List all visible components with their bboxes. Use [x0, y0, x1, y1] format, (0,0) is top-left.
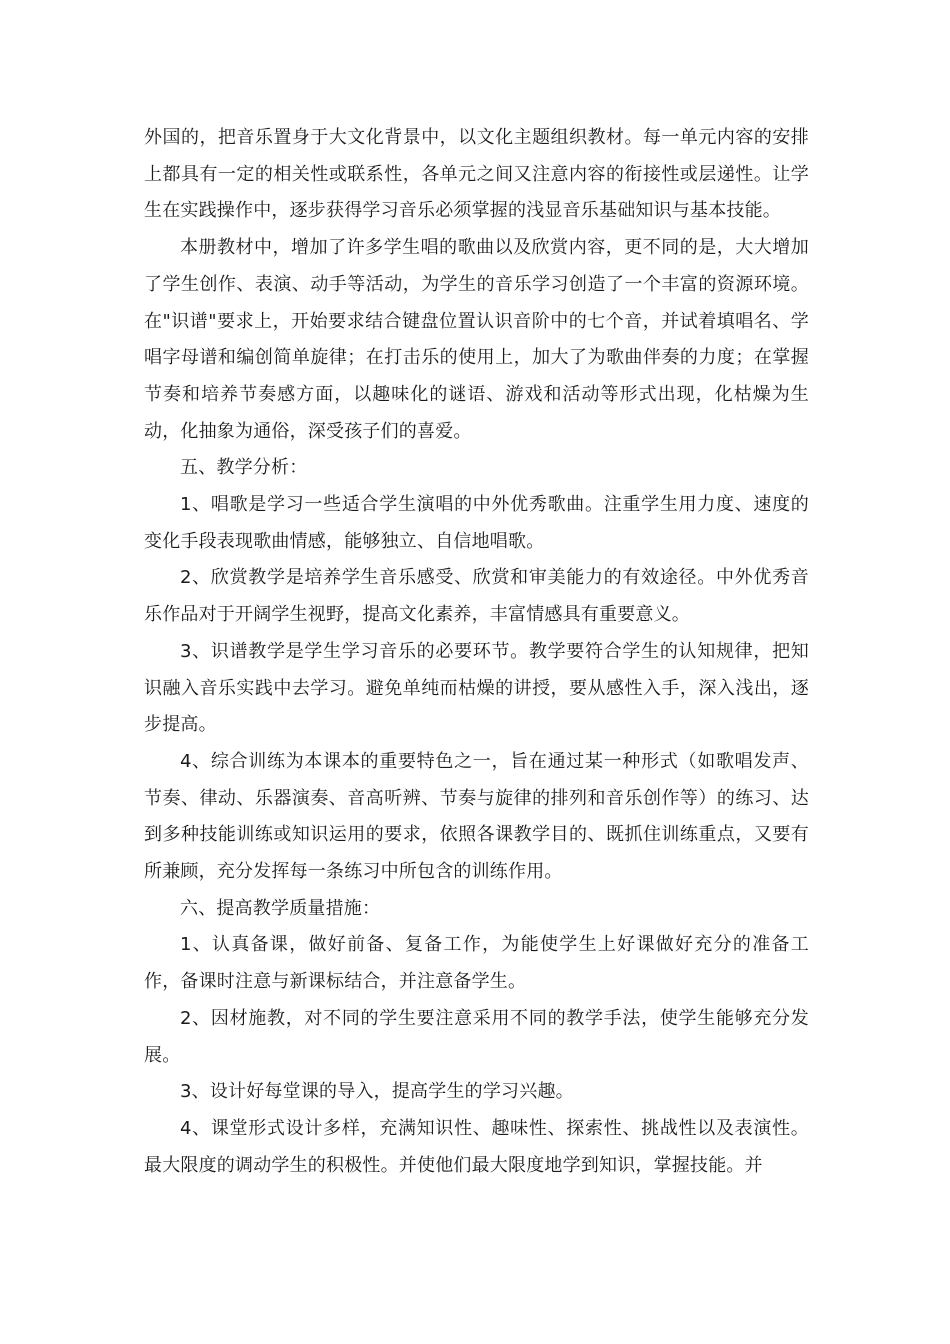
paragraph-measure-introduction: 3、设计好每堂课的导入，提高学生的学习兴趣。 — [180, 1081, 574, 1103]
heading-teaching-analysis: 五、教学分析： — [180, 457, 308, 479]
paragraph-analysis-notation: 3、识谱教学是学生学习音乐的必要环节。教学要符合学生的认知规律，把知识融入音乐实践中去学习。避免单纯而枯燥的讲授，要从感性入手，深入浅出，逐步提高。 — [144, 640, 809, 736]
heading-quality-measures: 六、提高教学质量措施： — [180, 897, 381, 919]
paragraph-analysis-singing: 1、唱歌是学习一些适合学生演唱的中外优秀歌曲。注重学生用力度、速度的变化手段表现歌曲情感，能够独立、自信地唱歌。 — [144, 494, 809, 552]
paragraph-analysis-training: 4、综合训练为本课本的重要特色之一，旨在通过某一种形式（如歌唱发声、节奏、律动、乐器演奏、音高听辨、节奏与旋律的排列和音乐创作等）的练习、达到多种技能训练或知识运用的要求，依照各课教学目的、既抓住训练重点，又要有所兼顾，充分发挥每一条练习中所包含的训练作用。 — [144, 750, 809, 883]
paragraph-analysis-appreciation: 2、欣赏教学是培养学生音乐感受、欣赏和审美能力的有效途径。中外优秀音乐作品对于开阔学生视野，提高文化素养，丰富情感具有重要意义。 — [144, 567, 809, 626]
paragraph-measure-classroom: 4、课堂形式设计多样，充满知识性、趣味性、探索性、挑战性以及表演性。最大限度的调动学生的积极性。并使他们最大限度地学到知识，掌握技能。并 — [144, 1117, 809, 1176]
document-body — [144, 120, 809, 1184]
paragraph-textbook-content: 本册教材中，增加了许多学生唱的歌曲以及欣赏内容，更不同的是，大大增加了学生创作、表演、动手等活动，为学生的音乐学习创造了一个丰富的资源环境。在"识谱"要求上，开始要求结合键盘位置认识音阶中的七个音，并试着填唱名、学唱字母谱和编创简单旋律；在打击乐的使用上，加大了为歌曲伴奏的力度；在掌握节奏和培养节奏感方面，以趣味化的谜语、游戏和活动等形式出现，化枯燥为生动，化抽象为通俗，深受孩子们的喜爱。 — [144, 237, 809, 442]
paragraph-continuation: 外国的，把音乐置身于大文化背景中，以文化主题组织教材。每一单元内容的安排上都具有一定的相关性或联系性，各单元之间又注意内容的衔接性或层递性。让学生在实践操作中，逐步获得学习音乐必须掌握的浅显音乐基础知识与基本技能。 — [144, 127, 809, 222]
paragraph-measure-individual: 2、因材施教，对不同的学生要注意采用不同的教学手法，使学生能够充分发展。 — [144, 1007, 809, 1066]
paragraph-measure-preparation: 1、认真备课，做好前备、复备工作，为能使学生上好课做好充分的准备工作，备课时注意与新课标结合，并注意备学生。 — [144, 934, 809, 993]
